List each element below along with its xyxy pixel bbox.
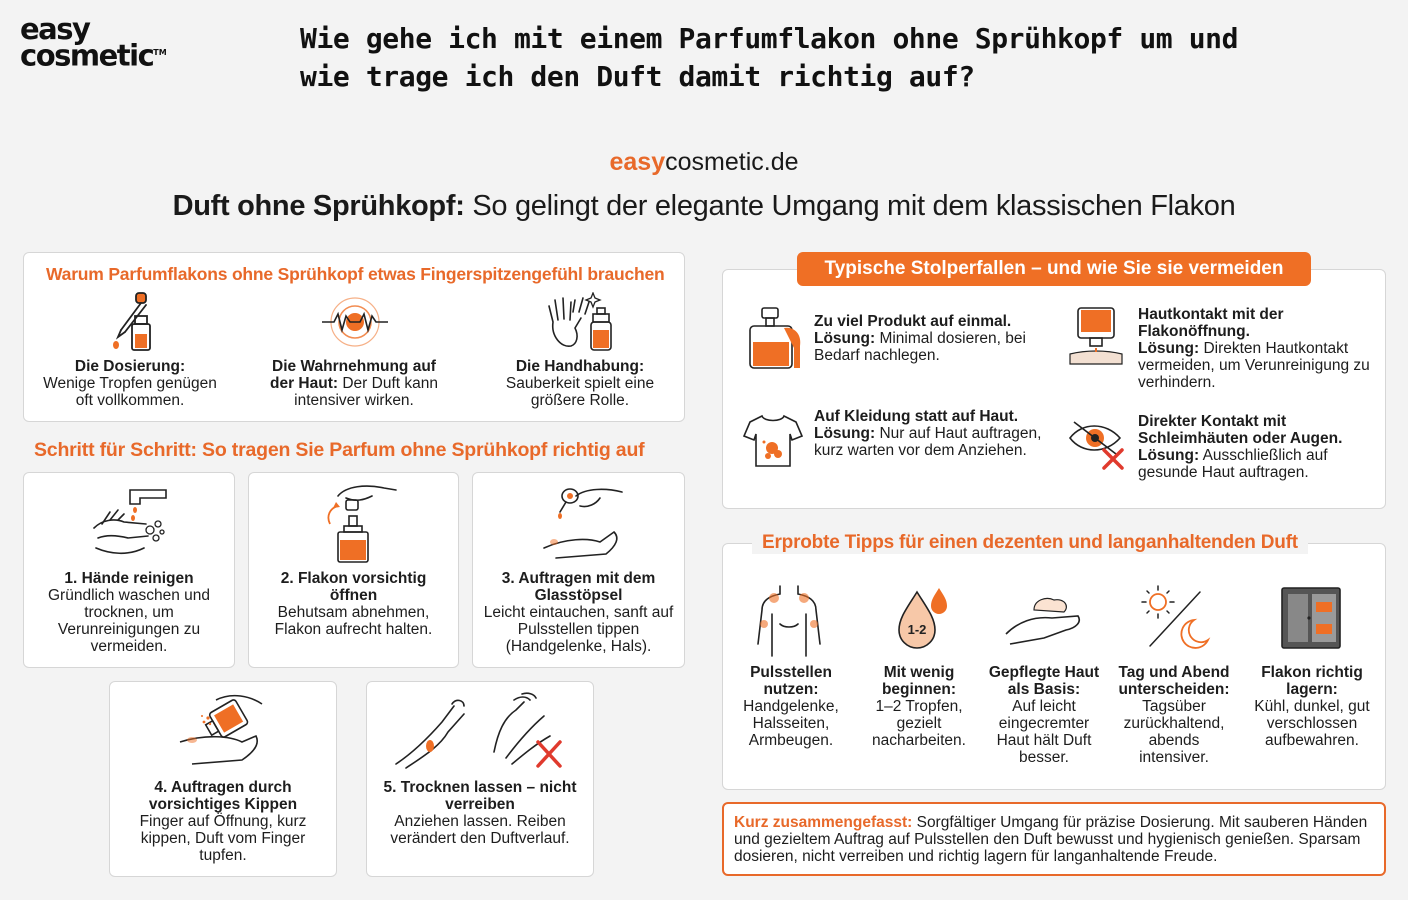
clean-hands-icon bbox=[545, 292, 615, 354]
why-heading: Warum Parfumflakons ohne Sprühkopf etwas Fingerspitzengefühl brauchen bbox=[46, 264, 665, 284]
step-2-title: 2. Flakon vorsichtig öffnen bbox=[280, 570, 427, 604]
main-heading-bold: Duft ohne Sprühkopf: bbox=[172, 190, 465, 222]
step-1-text: Gründlich waschen und trocknen, um Verunreinigungen zu vermeiden. bbox=[48, 587, 210, 655]
pitfalls-heading: Typische Stolperfallen – und wie Sie sie vermeiden bbox=[797, 252, 1311, 286]
step-1 bbox=[33, 570, 225, 655]
step-2 bbox=[258, 570, 449, 638]
tip-5-title: Flakon richtig lagern: bbox=[1261, 664, 1363, 698]
easycosmetic-logo bbox=[20, 12, 167, 73]
stained-shirt-icon bbox=[742, 412, 804, 470]
no-rubbing-icon bbox=[394, 692, 566, 772]
tip-4-text: Tagsüber zurückhaltend, abends intensiver. bbox=[1123, 698, 1225, 766]
why-item-3-text: Sauberkeit spielt eine größere Rolle. bbox=[505, 375, 655, 409]
pitfall-3-title: Auf Kleidung statt auf Haut. bbox=[814, 408, 1019, 425]
site-name-accent: easy bbox=[609, 148, 666, 176]
pitfall-3-solution: Nur auf Haut auftragen, kurz warten vor dem Anziehen. bbox=[814, 425, 1042, 459]
overflowing-bottle-icon bbox=[744, 306, 804, 372]
logo-line-1: easy bbox=[20, 12, 90, 46]
step-4-text: Finger auf Öffnung, kurz kippen, Duft vom Finger tupfen. bbox=[139, 813, 307, 864]
why-item-2-title: Die Wahrnehmung auf der Haut: bbox=[270, 358, 436, 392]
pitfall-2-solution: Direkten Hautkontakt vermeiden, um Verunreinigung zu verhindern. bbox=[1138, 340, 1370, 391]
question-title: Wie gehe ich mit einem Parfumflakon ohne Sprühkopf um und wie trage ich den Duft damit richtig auf? bbox=[300, 22, 1239, 93]
pitfall-2-solution-label: Lösung: bbox=[1138, 340, 1200, 357]
tilt-bottle-icon bbox=[176, 690, 266, 770]
step-4-title: 4. Auftragen durch vorsichtiges Kippen bbox=[148, 779, 298, 813]
why-item-3 bbox=[482, 358, 678, 409]
step-2-text: Behutsam abnehmen, Flakon aufrecht halten. bbox=[274, 604, 433, 638]
tip-2-text: 1–2 Tropfen, gezielt nacharbeiten. bbox=[872, 698, 966, 749]
why-item-2 bbox=[258, 358, 450, 409]
open-bottle-icon bbox=[316, 480, 400, 566]
why-item-1 bbox=[33, 358, 227, 409]
pitfall-1-title: Zu viel Produkt auf einmal. bbox=[814, 313, 1012, 330]
tip-3-title: Gepflegte Haut als Basis: bbox=[988, 664, 1100, 698]
summary-text: Sorgfältiger Umgang für präzise Dosierung. Mit sauberen Händen und gezieltem Auftrag auf Pulsstellen den Duft bewusst und hygienisch genießen. Sparsam dosieren, nicht verreiben und richtig lagern für langanhaltende Freude. bbox=[734, 814, 1368, 865]
why-item-3-title: Die Handhabung: bbox=[515, 358, 645, 375]
body-pulse-points-icon bbox=[752, 584, 826, 658]
tip-3 bbox=[988, 664, 1100, 766]
step-5 bbox=[376, 779, 584, 847]
tip-5 bbox=[1250, 664, 1374, 749]
main-heading bbox=[0, 190, 1408, 223]
logo-line-2 bbox=[20, 38, 167, 73]
glass-stopper-icon bbox=[536, 482, 626, 566]
dropper-bottle-icon bbox=[105, 292, 165, 354]
eye-warning-icon bbox=[1066, 414, 1130, 472]
step-5-text: Anziehen lassen. Reiben verändert den Duftverlauf. bbox=[390, 813, 570, 847]
steps-heading: Schritt für Schritt: So tragen Sie Parfum ohne Sprühkopf richtig auf bbox=[34, 439, 645, 461]
step-3-title: 3. Auftragen mit dem Glasstöpsel bbox=[501, 570, 656, 604]
pitfall-3-solution-label: Lösung: bbox=[814, 425, 876, 442]
drops-icon-label: 1-2 bbox=[907, 622, 927, 637]
site-name bbox=[0, 148, 1408, 177]
logo-word: cosmetic bbox=[20, 38, 154, 73]
why-item-1-text: Wenige Tropfen genügen oft vollkommen. bbox=[43, 375, 217, 409]
summary-box bbox=[722, 802, 1386, 876]
tip-2 bbox=[864, 664, 974, 749]
tip-1-title: Pulsstellen nutzen: bbox=[750, 664, 832, 698]
step-1-title: 1. Hände reinigen bbox=[64, 570, 194, 587]
tip-2-title: Mit wenig beginnen: bbox=[881, 664, 957, 698]
tip-4 bbox=[1112, 664, 1236, 766]
pitfall-2 bbox=[1138, 306, 1374, 391]
sun-moon-icon bbox=[1138, 584, 1212, 652]
step-5-title: 5. Trocknen lassen – nicht verreiben bbox=[383, 779, 577, 813]
pitfall-1-solution-label: Lösung: bbox=[814, 330, 876, 347]
pitfall-4 bbox=[1138, 413, 1374, 481]
summary-label: Kurz zusammengefasst: bbox=[734, 814, 913, 831]
tip-1 bbox=[736, 664, 846, 749]
tip-4-title: Tag und Abend unterscheiden: bbox=[1118, 664, 1230, 698]
step-4 bbox=[117, 779, 329, 864]
skin-vibration-icon bbox=[320, 292, 390, 352]
why-item-1-title: Die Dosierung: bbox=[74, 358, 186, 375]
logo-tm: TM bbox=[153, 48, 167, 57]
pitfall-4-solution-label: Lösung: bbox=[1138, 447, 1200, 464]
cream-hand-icon bbox=[1004, 594, 1084, 650]
storage-cabinet-icon bbox=[1280, 586, 1342, 652]
step-3-text: Leicht eintauchen, sanft auf Pulsstellen tippen (Handgelenke, Hals). bbox=[483, 604, 674, 655]
drops-icon bbox=[889, 586, 961, 650]
tip-5-text: Kühl, dunkel, gut verschlossen aufbewahren. bbox=[1254, 698, 1370, 749]
tip-3-text: Auf leicht eingecremter Haut hält Duft besser. bbox=[996, 698, 1092, 766]
pitfall-2-title: Hautkontakt mit der Flakonöffnung. bbox=[1138, 306, 1284, 340]
pitfall-3 bbox=[814, 408, 1054, 459]
why-item-2-text: Der Duft kann intensiver wirken. bbox=[294, 375, 438, 409]
site-name-rest: cosmetic.de bbox=[665, 148, 799, 176]
step-3 bbox=[480, 570, 677, 655]
tips-heading: Erprobte Tipps für einen dezenten und langanhaltenden Duft bbox=[752, 532, 1308, 554]
bottle-skin-contact-icon bbox=[1066, 306, 1126, 368]
pitfall-4-solution: Ausschließlich auf gesunde Haut auftragen. bbox=[1138, 447, 1328, 481]
pitfall-1 bbox=[814, 313, 1044, 364]
main-heading-rest: So gelingt der elegante Umgang mit dem klassischen Flakon bbox=[464, 190, 1236, 222]
pitfall-4-title: Direkter Kontakt mit Schleimhäuten oder Augen. bbox=[1138, 413, 1343, 447]
pitfall-1-solution: Minimal dosieren, bei Bedarf nachlegen. bbox=[814, 330, 1026, 364]
hand-washing-icon bbox=[88, 484, 172, 566]
tip-1-text: Handgelenke, Halsseiten, Armbeugen. bbox=[743, 698, 839, 749]
